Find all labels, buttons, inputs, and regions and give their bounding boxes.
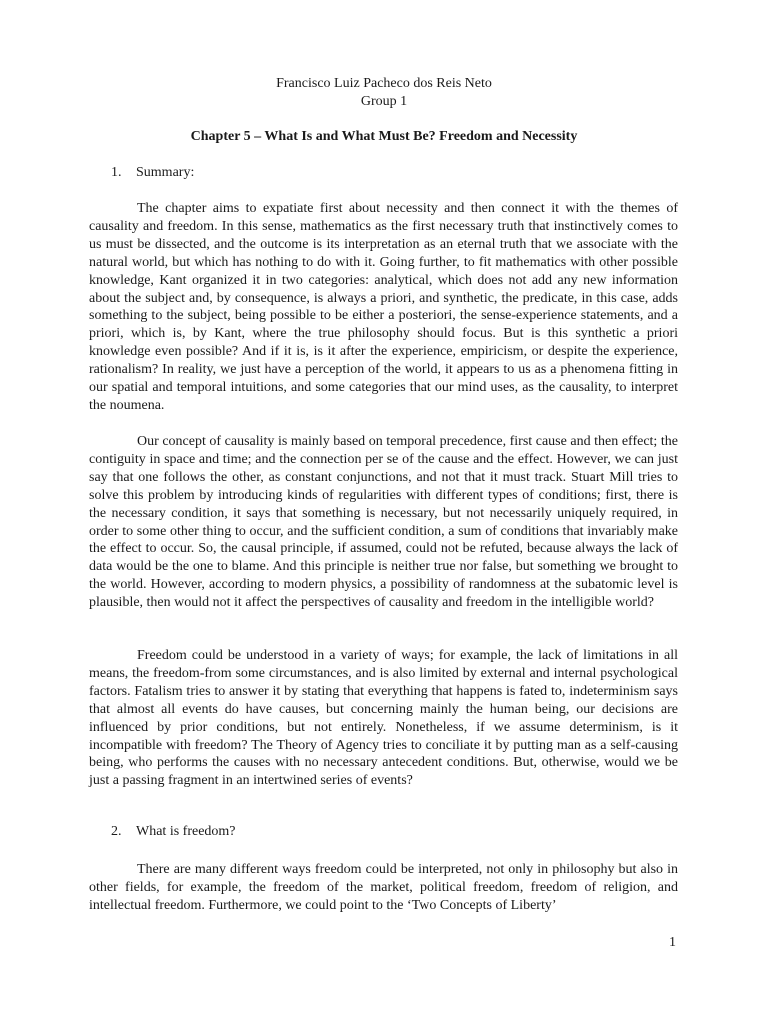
author-name: Francisco Luiz Pacheco dos Reis Neto bbox=[276, 76, 492, 91]
freedom-paragraph: There are many different ways freedom could be interpreted, not only in philosophy but also in other fields, for example, the freedom of the market, political freedom, freedom of religion, and intellectual freedom. Furthermore, we could point to the ‘Two Concepts of Liberty’ bbox=[89, 862, 678, 913]
section-heading-what-is-freedom bbox=[111, 823, 236, 841]
group-label: Group 1 bbox=[360, 94, 408, 109]
section-heading-summary bbox=[111, 164, 194, 182]
summary-paragraph-necessity: The chapter aims to expatiate first about necessity and then connect it with the themes of causality and freedom. In this sense, mathematics as the first necessary truth that instinctively comes to us must be dissected, and the outcome is its interpretation as an eternal truth that we associate with the natural world, but which has nothing to do with it. Going further, to fit mathematics with other possible knowledge, Kant organized it in two categories: analytical, which does not add any new information about the subject and, by consequence, is always a priori, and synthetic, the predicate, in this case, adds something to the subject, being possible to be either a posteriori, the sense-experience statements, and a priori, which is, by Kant, where the true philosophy should focus. But is this synthetic a priori knowledge even possible? And if it is, is it after the experience, empiricism, or despite the experience, rationalism? In reality, we just have a perception of the world, it appears to us as a phenomena fitting in our spatial and temporal intuitions, and some categories that our mind uses, as the causality, to interpret the noumena. bbox=[89, 201, 678, 413]
chapter-title: Chapter 5 – What Is and What Must Be? Freedom and Necessity bbox=[190, 129, 578, 144]
section-title: What is freedom? bbox=[136, 824, 236, 839]
section-number: 2. bbox=[111, 824, 122, 839]
page-number: 1 bbox=[669, 935, 676, 950]
section-title: Summary: bbox=[136, 165, 195, 180]
summary-paragraph-causality: Our concept of causality is mainly based on temporal precedence, first cause and then effect; the contiguity in space and time; and the connection per se of the cause and the effect. However, we can just say that one follows the other, as constant conjunctions, and not that it must track. Stuart Mill tries to solve this problem by introducing kinds of regularities with different types of conditions; first, there is the necessary condition, it says that something is necessary, but not necessarily uniquely required, in order to some other thing to occur, and the sufficient condition, a sum of conditions that invariably make the effect to occur. So, the causal principle, if assumed, could not be refuted, because always the lack of data would be the one to blame. And this principle is neither true nor false, but something we brought to the world. However, according to modern physics, a possibility of randomness at the subatomic level is plausible, then would not it affect the perspectives of causality and freedom in the intelligible world? bbox=[89, 434, 678, 611]
section-number: 1. bbox=[111, 165, 122, 180]
summary-paragraph-freedom: Freedom could be understood in a variety of ways; for example, the lack of limitations in all means, the freedom-from some circumstances, and is also limited by external and internal psychological factors. Fatalism tries to answer it by stating that everything that happens is fated to, indeterminism says that almost all events do have causes, but concerning mainly the human being, our decisions are influenced by prior conditions, but not entirely. Nonetheless, if we assume determinism, is it incompatible with freedom? The Theory of Agency tries to conciliate it by putting man as a self-causing being, who performs the causes with no necessary antecedent conditions. But, otherwise, would we be just a passing fragment in an intertwined series of events? bbox=[89, 648, 678, 789]
